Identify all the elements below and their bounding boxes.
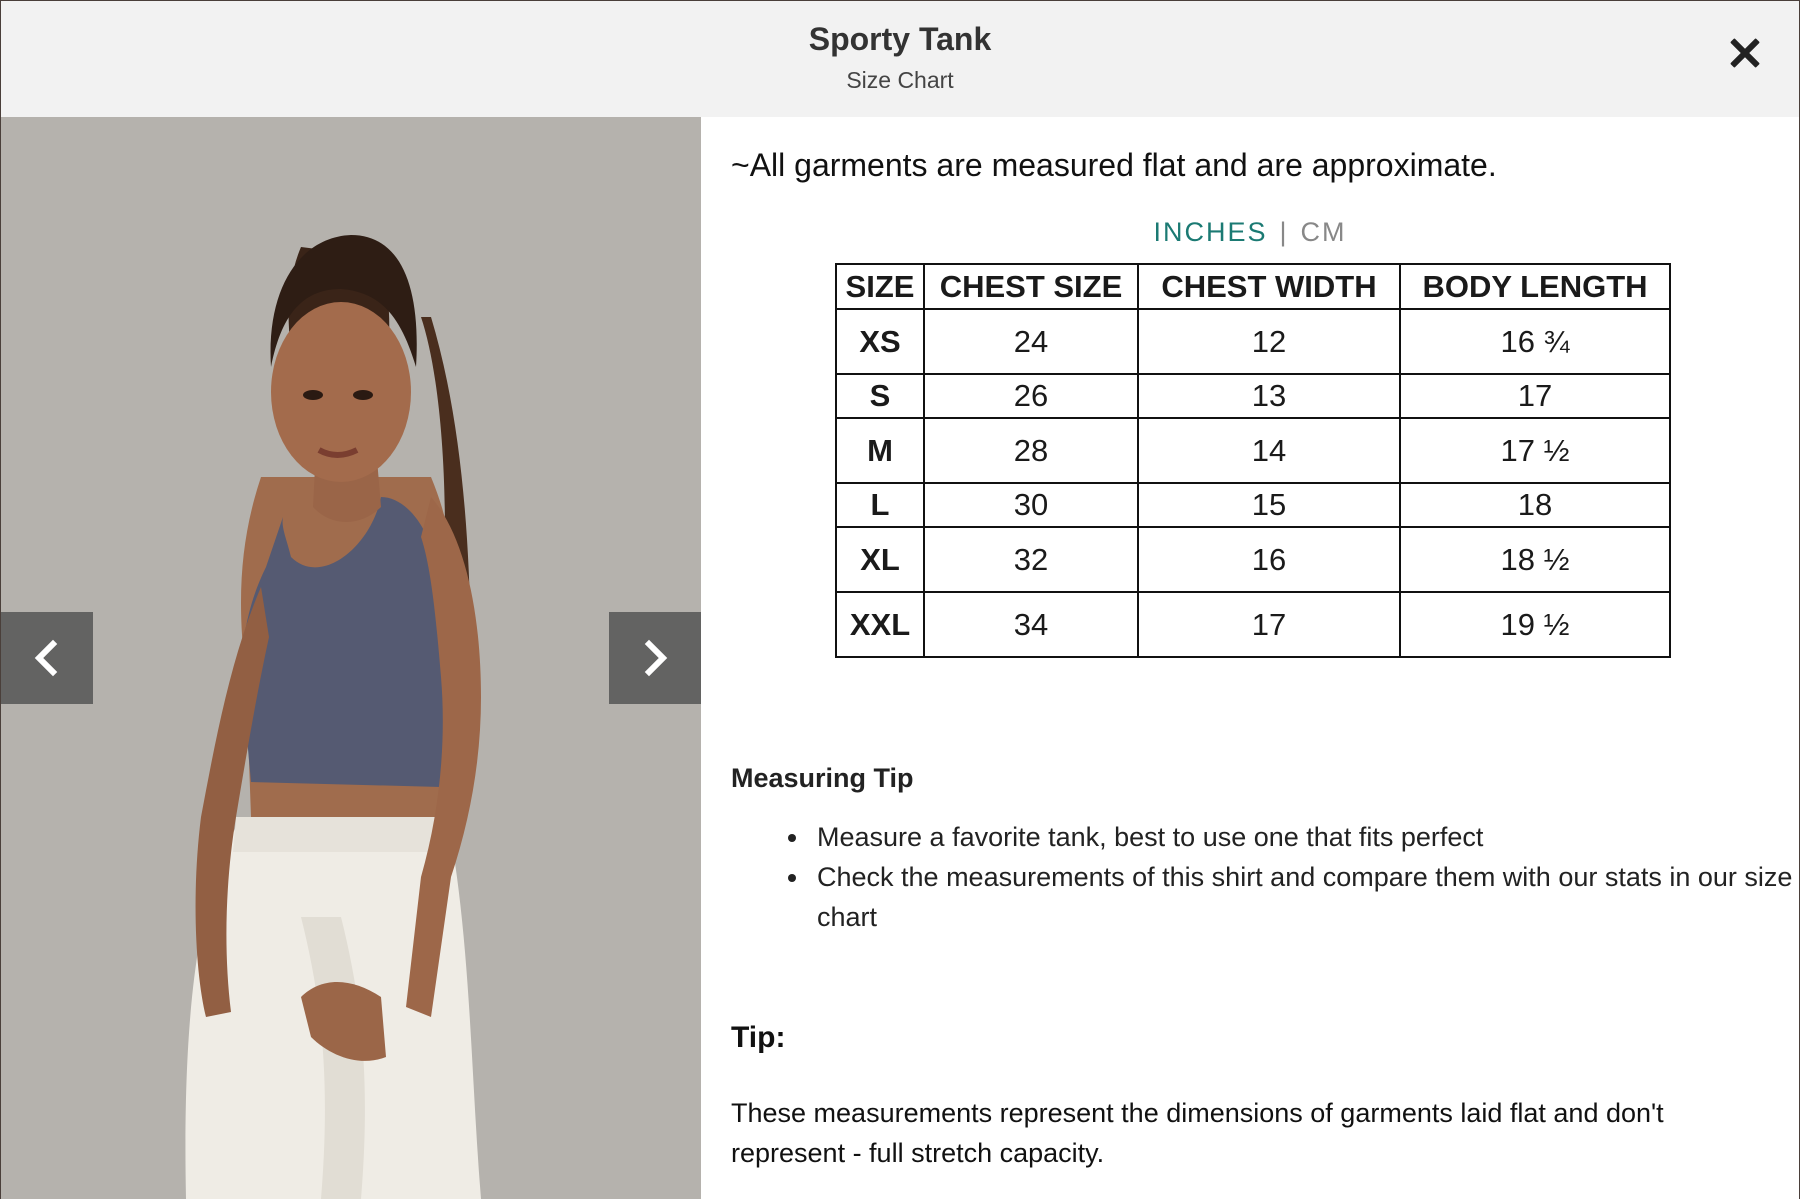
- table-cell: 28: [924, 418, 1138, 483]
- product-image-carousel: [1, 117, 701, 1199]
- modal-header: [1, 1, 1799, 117]
- table-cell: 12: [1138, 309, 1400, 374]
- table-cell: 18 ½: [1400, 527, 1670, 592]
- product-title: Sporty Tank: [808, 21, 992, 57]
- table-cell: 19 ½: [1400, 592, 1670, 657]
- table-cell: 13: [1138, 374, 1400, 418]
- table-cell: 30: [924, 483, 1138, 527]
- prev-image-button[interactable]: [1, 612, 93, 704]
- product-photo: [1, 117, 701, 1199]
- list-item: • Measure a favorite tank, best to use one that fits perfect: [811, 817, 1799, 857]
- table-row: [836, 309, 1670, 374]
- table-cell: 34: [924, 592, 1138, 657]
- table-cell: XXL: [836, 592, 924, 657]
- table-cell: 14: [1138, 418, 1400, 483]
- table-cell: 15: [1138, 483, 1400, 527]
- table-cell: 26: [924, 374, 1138, 418]
- table-cell: 17: [1400, 374, 1670, 418]
- table-cell: M: [836, 418, 924, 483]
- chevron-left-icon: [27, 638, 67, 678]
- size-table: [835, 263, 1671, 658]
- tip-heading: Tip:: [731, 1021, 786, 1054]
- column-header: BODY LENGTH: [1400, 264, 1670, 309]
- measurement-disclaimer: ~All garments are measured flat and are approximate.: [731, 147, 1497, 183]
- table-cell: 32: [924, 527, 1138, 592]
- size-chart-content: [701, 117, 1799, 1199]
- tip-text: These measurements represent the dimensions of garments laid flat and don't represent - full stretch capacity.: [731, 1098, 1664, 1168]
- table-cell: 24: [924, 309, 1138, 374]
- unit-cm-link[interactable]: CM: [1300, 217, 1347, 247]
- table-row: [836, 374, 1670, 418]
- table-row: [836, 418, 1670, 483]
- size-chart-modal: [1, 1, 1799, 1199]
- table-cell: 18: [1400, 483, 1670, 527]
- next-image-button[interactable]: [609, 612, 701, 704]
- close-icon[interactable]: [1727, 35, 1763, 71]
- table-row: [836, 527, 1670, 592]
- table-cell: 16: [1138, 527, 1400, 592]
- unit-toggle: [701, 217, 1799, 248]
- table-cell: XL: [836, 527, 924, 592]
- table-cell: S: [836, 374, 924, 418]
- table-row: [836, 592, 1670, 657]
- table-cell: L: [836, 483, 924, 527]
- unit-separator: |: [1279, 217, 1289, 247]
- table-header-row: [836, 264, 1670, 309]
- table-cell: 16 ¾: [1400, 309, 1670, 374]
- table-cell: 17 ½: [1400, 418, 1670, 483]
- chevron-right-icon: [635, 638, 675, 678]
- table-cell: XS: [836, 309, 924, 374]
- unit-inches-link[interactable]: INCHES: [1153, 217, 1268, 247]
- measuring-tips-list: [731, 817, 1799, 937]
- column-header: CHEST WIDTH: [1138, 264, 1400, 309]
- list-item: • Check the measurements of this shirt and compare them with our stats in our size chart: [811, 857, 1799, 937]
- measuring-tip-heading: Measuring Tip: [731, 763, 914, 793]
- table-cell: 17: [1138, 592, 1400, 657]
- column-header: CHEST SIZE: [924, 264, 1138, 309]
- column-header: SIZE: [836, 264, 924, 309]
- table-row: [836, 483, 1670, 527]
- modal-subtitle: Size Chart: [846, 67, 954, 93]
